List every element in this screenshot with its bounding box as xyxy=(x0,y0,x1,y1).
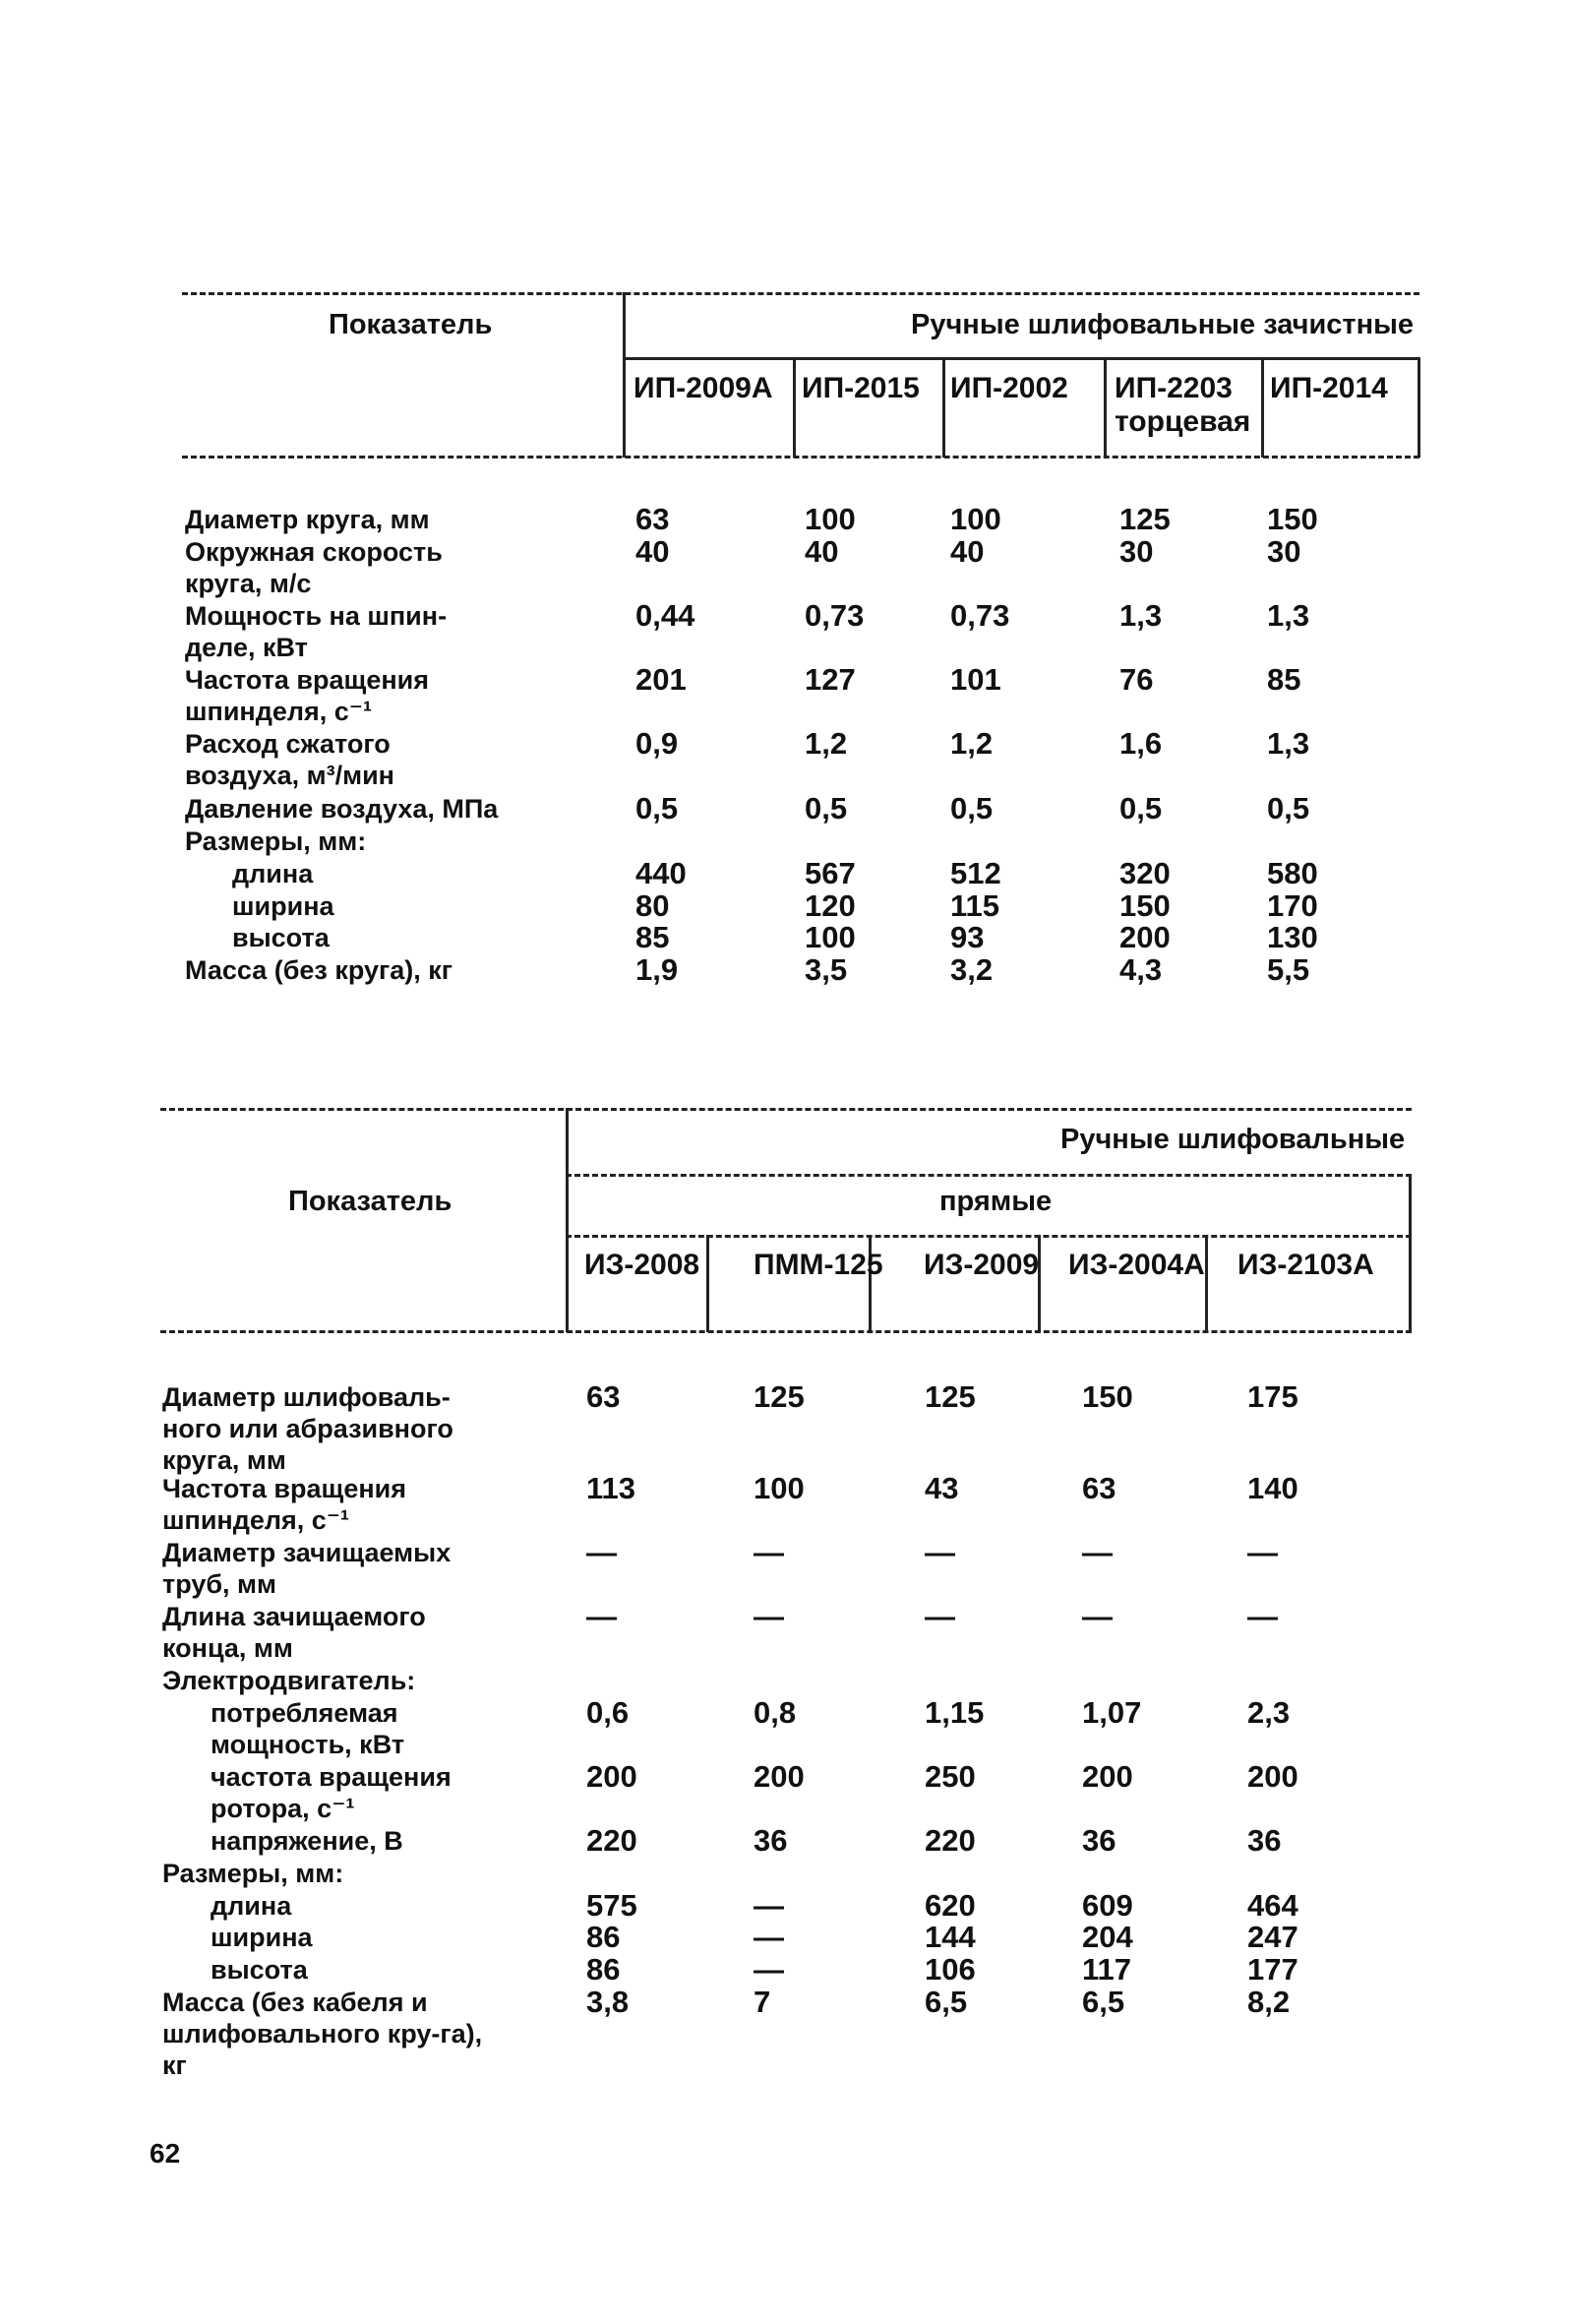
table1-cell-value: 100 xyxy=(805,920,856,954)
table1-cell-value: 101 xyxy=(950,662,1001,697)
table2-row-label: частота вращения ротора, с⁻¹ xyxy=(211,1762,452,1823)
table2-cell-value: 144 xyxy=(925,1920,976,1954)
table2-cell-value: — xyxy=(925,1535,955,1569)
table1-cell-value: 0,5 xyxy=(1119,791,1163,826)
table2-cell-value: 620 xyxy=(925,1888,976,1923)
table1-row-label: ширина xyxy=(232,891,334,921)
table1-cell-value: 1,6 xyxy=(1119,726,1163,761)
table2-cell-value: 200 xyxy=(586,1759,637,1794)
table2-cell-value: 36 xyxy=(754,1823,788,1858)
table2-row-label: напряжение, В xyxy=(211,1826,403,1856)
table1-col-divider xyxy=(1418,357,1420,458)
table1-cell-value: 1,3 xyxy=(1119,598,1163,633)
table2-cell-value: 204 xyxy=(1082,1920,1133,1954)
table1-cell-value: 130 xyxy=(1267,920,1318,954)
table1-cell-value: 0,9 xyxy=(635,726,679,761)
table1-cell-value: 85 xyxy=(1267,662,1301,697)
table1-col-divider xyxy=(942,357,945,458)
table1-cell-value: 170 xyxy=(1267,888,1318,923)
table2-cell-value: 106 xyxy=(925,1952,976,1987)
table2-header-bottom-rule xyxy=(160,1330,1412,1333)
table2-cell-value: — xyxy=(754,1920,784,1954)
table1-cell-value: 1,3 xyxy=(1267,726,1310,761)
table1-row-label: Давление воздуха, МПа xyxy=(185,794,499,824)
table2-cell-value: 7 xyxy=(754,1985,771,2019)
table2-cell-value: 150 xyxy=(1082,1379,1133,1414)
table2-cell-value: 36 xyxy=(1247,1823,1282,1858)
table2-cell-value: — xyxy=(586,1535,617,1569)
table1-cell-value: 3,2 xyxy=(950,952,994,987)
table1-top-rule xyxy=(182,292,1419,295)
table2-cell-value: 6,5 xyxy=(925,1985,968,2019)
table1-column-header: ИП-2002 xyxy=(950,372,1068,404)
table2-row-label: Частота вращения шпинделя, с⁻¹ xyxy=(162,1474,406,1535)
table1-cell-value: 30 xyxy=(1267,534,1301,569)
table2-row-label: длина xyxy=(211,1891,292,1921)
table2-cell-value: 200 xyxy=(754,1759,805,1794)
table2-cell-value: 63 xyxy=(586,1379,621,1414)
table1-cell-value: 1,2 xyxy=(805,726,848,761)
table2-cell-value: — xyxy=(925,1599,955,1633)
page-number: 62 xyxy=(150,2138,181,2169)
table2-cell-value: 113 xyxy=(586,1471,636,1505)
table1-indicator-header: Показатель xyxy=(329,309,493,340)
table2-group-rule xyxy=(566,1174,1412,1177)
table1-row-label: Размеры, мм: xyxy=(185,826,367,856)
table1-cell-value: 1,2 xyxy=(950,726,994,761)
table2-row-label: потребляемая мощность, кВт xyxy=(211,1698,405,1759)
table2-cell-value: — xyxy=(1082,1599,1113,1633)
table1-cell-value: 120 xyxy=(805,888,856,923)
table1-cell-value: 201 xyxy=(635,662,687,697)
table2-col-divider xyxy=(1205,1235,1208,1332)
table1-cell-value: 150 xyxy=(1119,888,1171,923)
table2-indicator-header: Показатель xyxy=(288,1186,453,1217)
table1-subheader-rule xyxy=(623,357,1419,360)
table2-cell-value: 125 xyxy=(925,1379,976,1414)
table2-row-label: Диаметр шлифоваль-ного или абразивного круга, мм xyxy=(162,1382,453,1475)
table2-subgroup-rule xyxy=(566,1235,1412,1238)
table1-cell-value: 1,3 xyxy=(1267,598,1310,633)
table1-cell-value: 127 xyxy=(805,662,856,697)
table2-cell-value: 3,8 xyxy=(586,1985,630,2019)
table2-column-header: ИЗ-2004А xyxy=(1068,1249,1205,1281)
table2-divider xyxy=(566,1108,569,1332)
table2-cell-value: 250 xyxy=(925,1759,976,1794)
table2-cell-value: 140 xyxy=(1247,1471,1298,1505)
table2-row-label: Электродвигатель: xyxy=(162,1666,416,1695)
table1-cell-value: 5,5 xyxy=(1267,952,1310,987)
table2-cell-value: 1,07 xyxy=(1082,1695,1142,1730)
table2-col-divider xyxy=(1409,1174,1412,1332)
table2-cell-value: 609 xyxy=(1082,1888,1133,1923)
table1-cell-value: 580 xyxy=(1267,856,1318,890)
table2-cell-value: 63 xyxy=(1082,1471,1116,1505)
table1-row-label: Мощность на шпин-деле, кВт xyxy=(185,601,448,662)
table1-col-divider xyxy=(1261,357,1264,458)
table1-row-label: высота xyxy=(232,923,330,952)
table1-cell-value: 80 xyxy=(635,888,670,923)
table2-cell-value: — xyxy=(754,1535,784,1569)
table1-row-label: Расход сжатого воздуха, м³/мин xyxy=(185,729,394,790)
table1-cell-value: 0,5 xyxy=(950,791,994,826)
table1-cell-value: 320 xyxy=(1119,856,1171,890)
table1-cell-value: 0,73 xyxy=(950,598,1010,633)
table1-col-divider xyxy=(793,357,796,458)
table2-cell-value: 8,2 xyxy=(1247,1985,1291,2019)
table2-cell-value: 36 xyxy=(1082,1823,1116,1858)
table1-cell-value: 40 xyxy=(950,534,985,569)
table2-cell-value: 0,8 xyxy=(754,1695,797,1730)
table1-cell-value: 63 xyxy=(635,502,670,536)
table2-subgroup-title: прямые xyxy=(939,1186,1053,1217)
table1-header-bottom-rule xyxy=(182,456,1419,459)
table1-cell-value: 440 xyxy=(635,856,687,890)
table2-cell-value: 125 xyxy=(754,1379,805,1414)
table1-row-label: Частота вращения шпинделя, с⁻¹ xyxy=(185,665,429,726)
table2-col-divider xyxy=(706,1235,709,1332)
table2-cell-value: — xyxy=(1247,1535,1278,1569)
table2-cell-value: 220 xyxy=(925,1823,976,1858)
table2-cell-value: 464 xyxy=(1247,1888,1298,1923)
table1-cell-value: 200 xyxy=(1119,920,1171,954)
table1-divider xyxy=(623,292,626,458)
table2-row-label: Размеры, мм: xyxy=(162,1859,344,1888)
table1-cell-value: 125 xyxy=(1119,502,1171,536)
table1-group-title: Ручные шлифовальные зачистные xyxy=(911,309,1415,340)
table2-cell-value: 1,15 xyxy=(925,1695,985,1730)
table2-cell-value: — xyxy=(1247,1599,1278,1633)
table1-col-divider xyxy=(1104,357,1107,458)
table1-column-header: ИП-2015 xyxy=(802,372,920,404)
table1-cell-value: 76 xyxy=(1119,662,1154,697)
table2-row-label: высота xyxy=(211,1955,308,1985)
table1-cell-value: 40 xyxy=(805,534,839,569)
table2-group-title: Ручные шлифовальные xyxy=(1060,1124,1406,1155)
table2-row-label: ширина xyxy=(211,1923,313,1952)
table2-cell-value: 86 xyxy=(586,1952,621,1987)
table1-row-label: длина xyxy=(232,859,314,888)
table1-cell-value: 0,44 xyxy=(635,598,695,633)
table1-cell-value: 100 xyxy=(805,502,856,536)
table2-cell-value: — xyxy=(754,1599,784,1633)
table2-cell-value: 575 xyxy=(586,1888,637,1923)
table1-column-header: ИП-2203 торцевая xyxy=(1115,372,1251,438)
table2-cell-value: — xyxy=(754,1888,784,1923)
table1-cell-value: 85 xyxy=(635,920,670,954)
table1-cell-value: 3,5 xyxy=(805,952,848,987)
table1-cell-value: 0,5 xyxy=(1267,791,1310,826)
table2-row-label: Диаметр зачищаемых труб, мм xyxy=(162,1538,452,1599)
table2-cell-value: 200 xyxy=(1082,1759,1133,1794)
table2-cell-value: — xyxy=(1082,1535,1113,1569)
table2-cell-value: 220 xyxy=(586,1823,637,1858)
table2-cell-value: — xyxy=(586,1599,617,1633)
table2-cell-value: 175 xyxy=(1247,1379,1298,1414)
table2-row-label: Длина зачищаемого конца, мм xyxy=(162,1602,426,1663)
table2-top-rule xyxy=(160,1108,1412,1111)
table1-cell-value: 150 xyxy=(1267,502,1318,536)
table2-cell-value: 86 xyxy=(586,1920,621,1954)
table1-cell-value: 115 xyxy=(950,888,1000,923)
table2-cell-value: 177 xyxy=(1247,1952,1298,1987)
table1-cell-value: 0,5 xyxy=(805,791,848,826)
table1-column-header: ИП-2014 xyxy=(1270,372,1388,404)
table2-cell-value: 2,3 xyxy=(1247,1695,1291,1730)
table1-cell-value: 93 xyxy=(950,920,985,954)
table1-cell-value: 4,3 xyxy=(1119,952,1163,987)
table2-cell-value: 100 xyxy=(754,1471,805,1505)
table2-cell-value: 43 xyxy=(925,1471,959,1505)
table1-row-label: Окружная скорость круга, м/с xyxy=(185,537,443,598)
table2-cell-value: 247 xyxy=(1247,1920,1298,1954)
table1-cell-value: 100 xyxy=(950,502,1001,536)
table1-cell-value: 0,5 xyxy=(635,791,679,826)
table1-row-label: Диаметр круга, мм xyxy=(185,505,430,534)
table1-cell-value: 40 xyxy=(635,534,670,569)
table2-cell-value: — xyxy=(754,1952,784,1987)
table2-cell-value: 117 xyxy=(1082,1952,1132,1987)
table2-row-label: Масса (без кабеля и шлифовального кру-га), кг xyxy=(162,1988,483,2080)
table1-cell-value: 1,9 xyxy=(635,952,679,987)
table2-column-header: ПММ-125 xyxy=(754,1249,883,1281)
table1-column-header: ИП-2009А xyxy=(634,372,773,404)
table2-cell-value: 200 xyxy=(1247,1759,1298,1794)
table1-cell-value: 512 xyxy=(950,856,1001,890)
table2-column-header: ИЗ-2009 xyxy=(924,1249,1040,1281)
table1-cell-value: 567 xyxy=(805,856,856,890)
table1-cell-value: 30 xyxy=(1119,534,1154,569)
table1-row-label: Масса (без круга), кг xyxy=(185,955,453,985)
table2-cell-value: 0,6 xyxy=(586,1695,630,1730)
table1-cell-value: 0,73 xyxy=(805,598,865,633)
table2-column-header: ИЗ-2103А xyxy=(1237,1249,1374,1281)
table2-cell-value: 6,5 xyxy=(1082,1985,1125,2019)
table2-column-header: ИЗ-2008 xyxy=(584,1249,700,1281)
